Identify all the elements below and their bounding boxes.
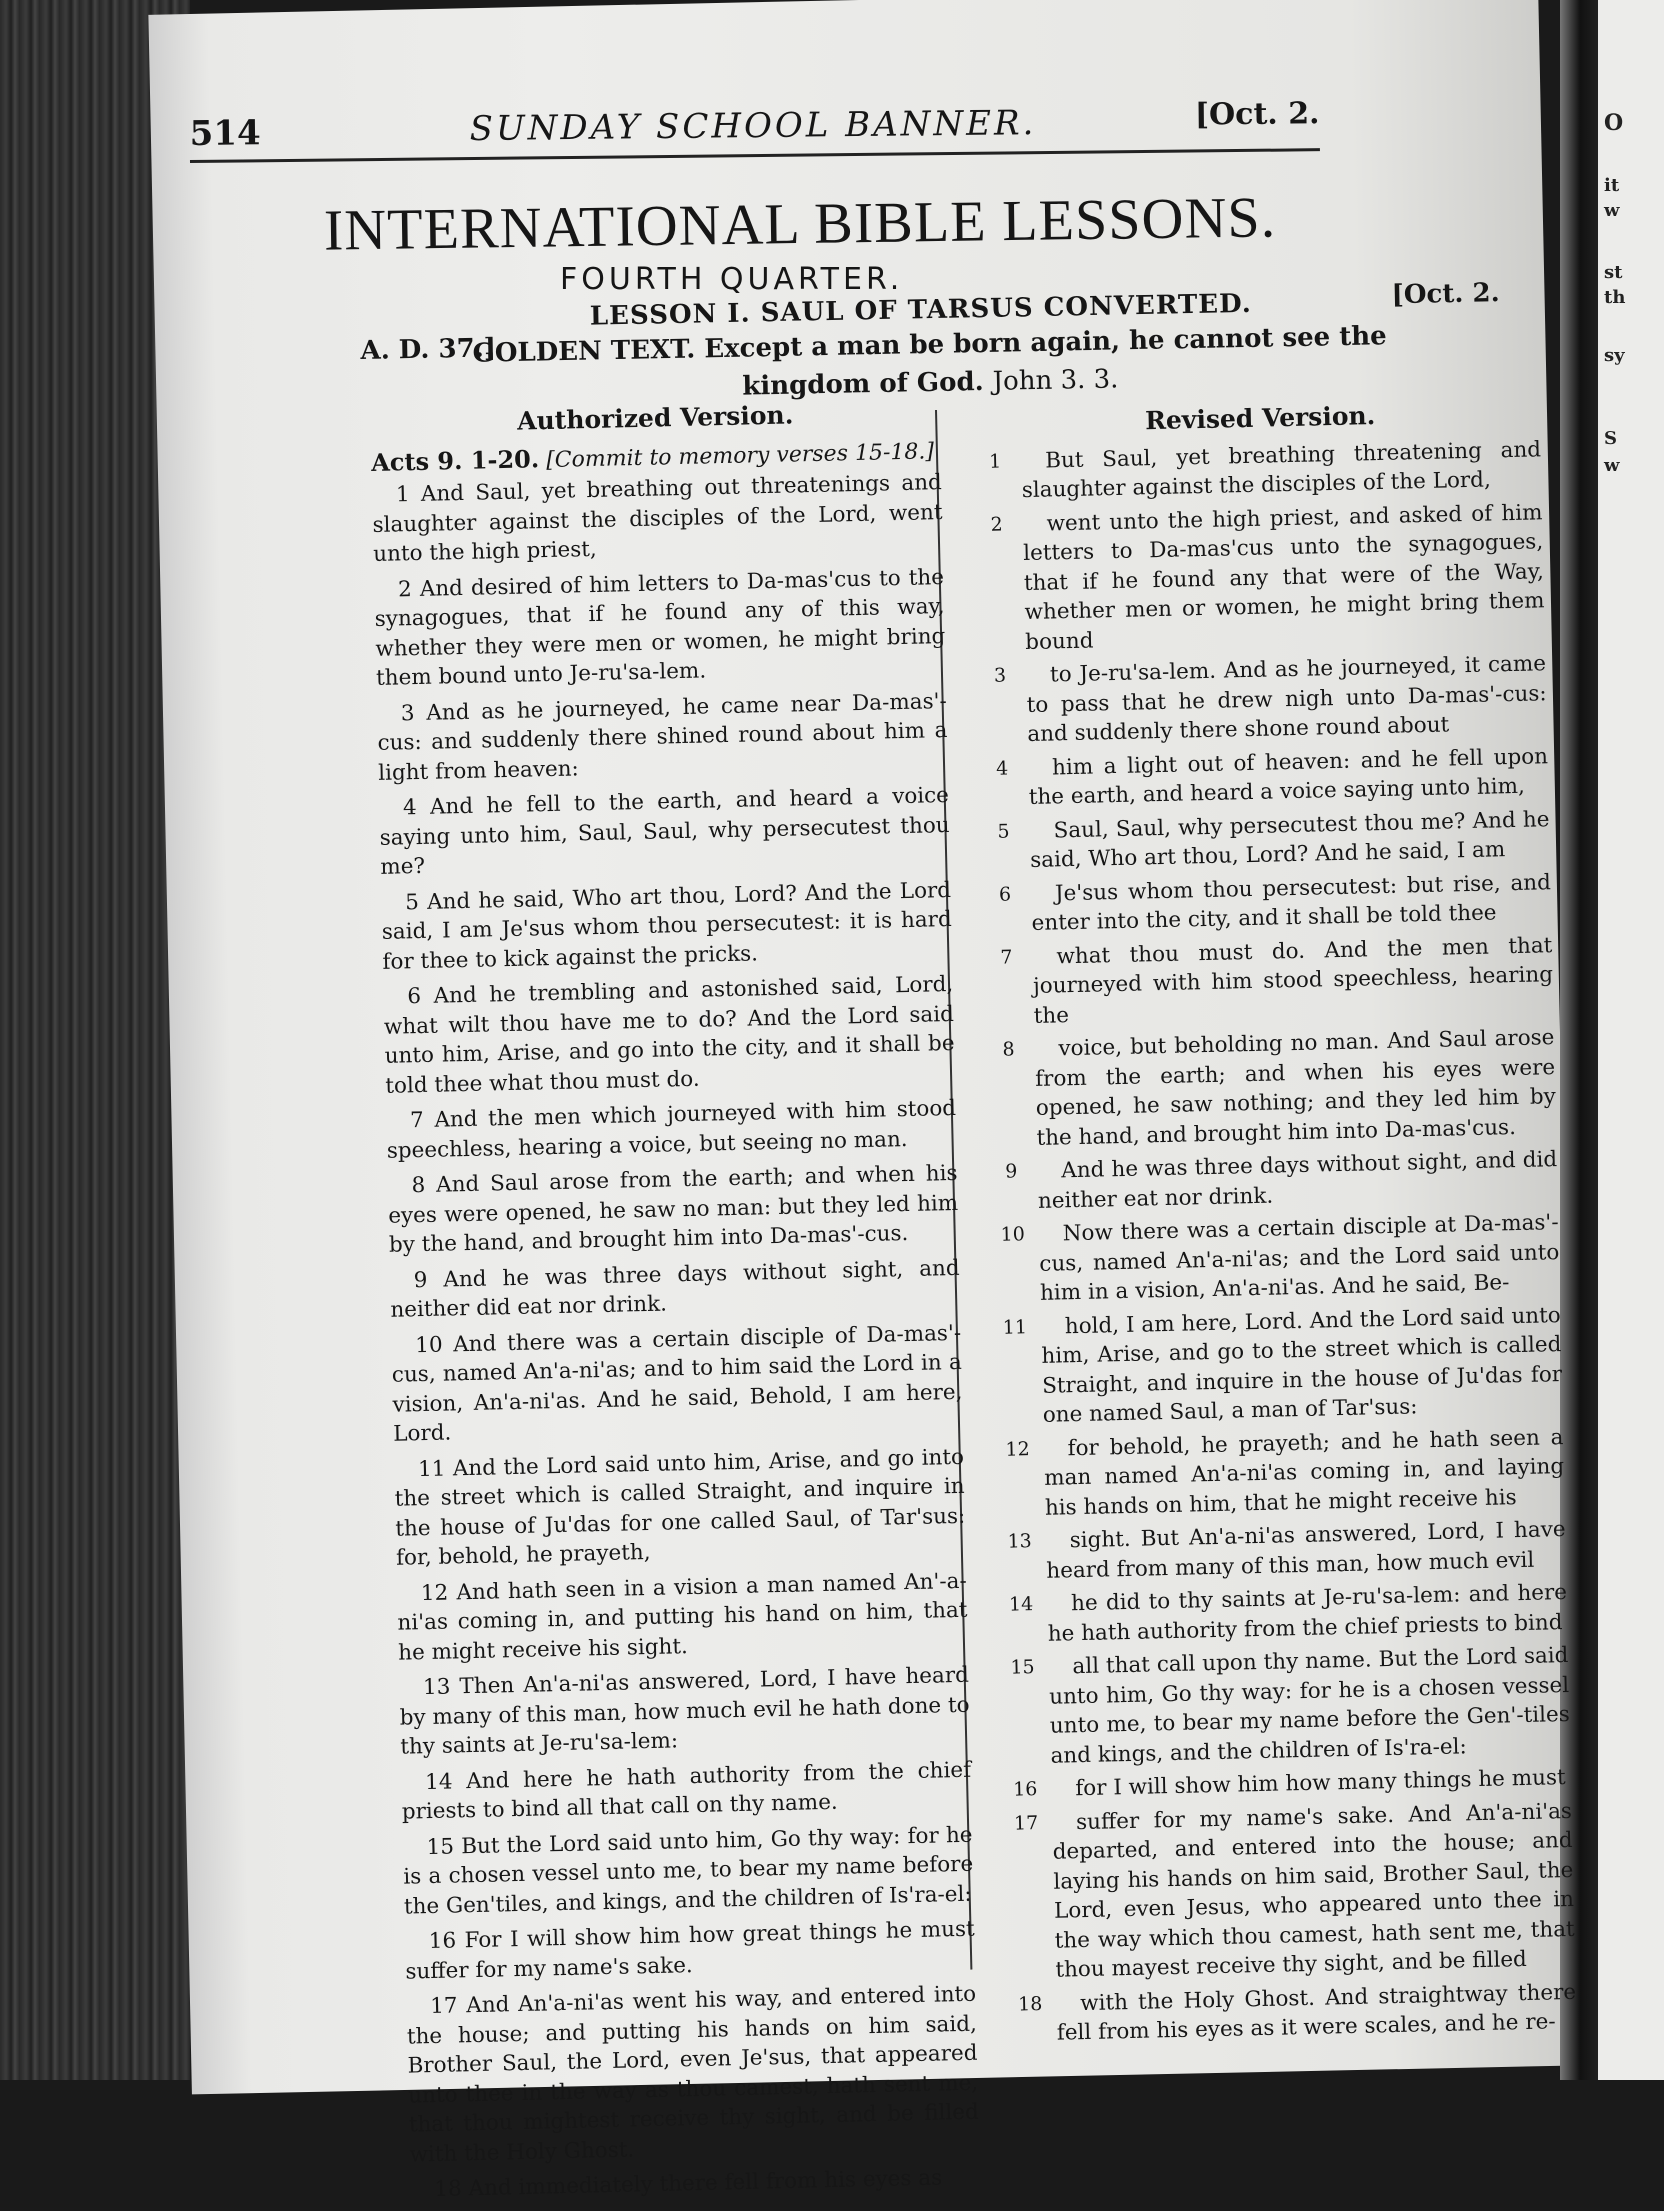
- verse-number: 11: [1002, 1315, 1028, 1339]
- verse-number: 17: [1013, 1811, 1039, 1835]
- verse: [989, 805, 1550, 877]
- verse-text: sight. But An'a-ni'as answered, Lord, I have heard from many of this man, how much evil: [1046, 1517, 1566, 1584]
- verse-number: 10: [1000, 1223, 1026, 1246]
- verse: 16 For I will show him how great things he must suffer for my name's sake.: [405, 1916, 975, 1985]
- column-heading: Authorized Version.: [516, 400, 794, 436]
- verse-number: 3: [993, 664, 1007, 687]
- verse-number: 1: [988, 450, 1002, 473]
- verse-number: 9: [1004, 1160, 1018, 1183]
- verse-text: for behold, he prayeth; and he hath seen a man named An'a-ni'as coming in, and laying his hands on him, that he might receive his: [1043, 1424, 1565, 1521]
- verse-number: 18: [1017, 1992, 1043, 2016]
- next-page-fragment: it: [1604, 175, 1620, 196]
- verse: [1008, 1641, 1571, 1772]
- verse: 4 And he fell to the earth, and heard a voice saying unto him, Saul, Saul, why persecutest thou me?: [379, 782, 950, 880]
- verse: 11 And the Lord said unto him, Arise, and go into the street which is called Straight, and inquire in the house of Ju'das for one called Saul, of Tar'sus: for, behold, he prayeth,: [394, 1444, 966, 1571]
- verse: 14 And here he hath authority from the chief priests to bind all that call on thy name.: [401, 1757, 972, 1825]
- verse: 2 And desired of him letters to Da-mas'cus to the synagogues, that if he found any of this way, whether they were men or women, he might bring them bound unto Je-ru'sa-lem.: [374, 564, 946, 691]
- verse-text: voice, but beholding no man. And Saul arose from the earth; and when his eyes were opened, he saw nothing; and they led him by the hand, and brought him into Da-mas'cus.: [1034, 1025, 1557, 1151]
- verse: 10 And there was a certain disciple of Da-mas'-cus, named An'a-ni'as; and to him said the Lord in a vision, An'a-ni'as. And he said, Behold, I am here, Lord.: [391, 1320, 963, 1447]
- next-page-fragment: w: [1604, 455, 1620, 476]
- lesson-date: [Oct. 2.: [1391, 278, 1500, 311]
- verse-number: 4: [995, 756, 1009, 780]
- verse: [998, 1208, 1560, 1309]
- header-date: [Oct. 2.: [1194, 96, 1320, 133]
- revised-version-column: [980, 397, 1577, 2053]
- verse-number: 14: [1008, 1593, 1034, 1616]
- verse-text: But Saul, yet breathing threatening and slaughter against the disciples of the Lord,: [1021, 436, 1542, 504]
- verse-text: to Je-ru'sa-lem. And as he journeyed, it came to pass that he drew nigh unto Da-mas'-cus: and suddenly there shone round about: [1026, 651, 1547, 748]
- lesson-year: A. D. 37.]: [360, 333, 497, 366]
- verse: [988, 742, 1549, 814]
- verse-text: suffer for my name's sake. And An'a-ni'as departed, and entered into the house; and laying his hands on him said, Brother Saul, the Lord, even Jesus, who appeared unto thee in the way which thou camest, hath sent me, that thou mayest receive thy sight, and be filled: [1052, 1798, 1575, 1983]
- verse-number: 12: [1005, 1437, 1030, 1461]
- verse: [986, 649, 1548, 750]
- verse-text: him a light out of heaven: and he fell upon the earth, and heard a voice saying unto him,: [1028, 743, 1549, 810]
- passage-reference: Acts 9. 1-20.: [370, 443, 540, 477]
- verse: [981, 435, 1542, 507]
- verse: [1005, 1515, 1566, 1587]
- verse-number: 2: [990, 513, 1003, 536]
- verse-text: Saul, Saul, why persecutest thou me? And he said, Who art thou, Lord? And he said, I am: [1029, 806, 1550, 873]
- verse-number: 5: [997, 819, 1010, 843]
- verse-number: 6: [998, 882, 1012, 906]
- verse-number: 13: [1007, 1530, 1033, 1553]
- golden-text-reference: John 3. 3.: [992, 364, 1119, 397]
- verse: 9 And he was three days without sight, and neither did eat nor drink.: [390, 1255, 960, 1323]
- next-page-fragment: w: [1604, 200, 1620, 221]
- verse-text: hold, I am here, Lord. And the Lord said unto him, Arise, and go to the street which is called Straight, and inquire in the house of Ju'das for one named Saul, a man of Tar'sus:: [1041, 1302, 1563, 1428]
- verse: 3 And as he journeyed, he came near Da-mas'-cus: and suddenly there shined round about him a light from heaven:: [377, 688, 948, 786]
- golden-text-body: GOLDEN TEXT. Except a man be born again, he cannot see the kingdom of God.: [472, 321, 1387, 402]
- verse: 5 And he said, Who art thou, Lord? And the Lord said, I am Je'sus whom thou persecutest: it is hard for thee to kick against the pricks.: [381, 877, 952, 975]
- next-page-fragment: st: [1604, 262, 1623, 283]
- verse: 1 And Saul, yet breathing out threatenings and slaughter against the disciples of the Lord, went unto the high priest,: [372, 470, 943, 567]
- verse: 17 And An'a-ni'as went his way, and entered into the house; and putting his hands on him said, Brother Saul, the Lord, even Je'sus, that appeared unto thee in the way as thou camest, hath sent me, that thou mightest receive thy sight, and be filled with the Holy Ghost.: [406, 1981, 980, 2168]
- column-heading: Revised Version.: [1144, 401, 1376, 436]
- publication-title: SUNDAY SCHOOL BANNER.: [469, 103, 1037, 150]
- verse-text: Je'sus whom thou persecutest: but rise, and enter into the city, and it shall be told thee: [1031, 869, 1552, 936]
- verse: [1003, 1423, 1565, 1524]
- verse: 8 And Saul arose from the earth; and when his eyes were opened, he saw no man: but they led him by the hand, and brought him into Da-mas'-cus.: [388, 1160, 959, 1258]
- quarter-subtitle: FOURTH QUARTER.: [560, 262, 904, 297]
- verse: [1016, 1977, 1577, 2049]
- authorized-version-column: [370, 397, 981, 2211]
- page-title: INTERNATIONAL BIBLE LESSONS.: [323, 184, 1277, 263]
- verse-number: 15: [1010, 1656, 1035, 1679]
- verse: 18 And immediately there fell from his eyes as: [434, 2165, 943, 2202]
- verse-list: [372, 468, 981, 2205]
- verse-list: [981, 435, 1577, 2049]
- verse-number: 16: [1012, 1778, 1038, 1801]
- next-page-fragment: O: [1604, 110, 1624, 136]
- verse-text: Now there was a certain disciple at Da-mas'-cus, named An'a-ni'as; and the Lord said unto him in a vision, An'a-ni'as. And he said, Be-: [1039, 1210, 1560, 1306]
- verse: [992, 931, 1554, 1032]
- verse-text: with the Holy Ghost. And straightway there fell from his eyes as it were scales, and he re-: [1056, 1979, 1577, 2046]
- verse: 15 But the Lord said unto him, Go thy way: for he is a chosen vessel unto me, to bear my name before the Gen'tiles, and kings, and the children of Is'ra-el:: [403, 1822, 974, 1920]
- verse-text: what thou must do. And the men that journeyed with him stood speechless, hearing the: [1032, 932, 1554, 1029]
- verse: 6 And he trembling and astonished said, Lord, what wilt thou have me to do? And the Lord said unto him, Arise, and go into the city, and it shall be told thee what thou must do.: [383, 971, 955, 1099]
- verse-text: went unto the high priest, and asked of him letters to Da-mas'cus unto the synagogues, that if he found any that were of the Way, whether men or women, he might bring them bound: [1022, 499, 1545, 655]
- verse-number: 8: [1002, 1038, 1015, 1061]
- verse-number: 7: [1000, 945, 1013, 969]
- verse: [982, 498, 1545, 658]
- verse: 7 And the men which journeyed with him stood speechless, hearing a voice, but seeing no man.: [386, 1095, 957, 1164]
- verse-text: for I will show him how many things he must: [1075, 1765, 1566, 1802]
- next-page-fragment: th: [1604, 287, 1626, 308]
- verse: [991, 868, 1552, 940]
- verse: 13 Then An'a-ni'as answered, Lord, I have heard by many of this man, how much evil he hath done to thy saints at Je-ru'sa-lem:: [399, 1662, 970, 1760]
- verse: [1007, 1578, 1568, 1650]
- verse: [997, 1145, 1558, 1217]
- verse: [994, 1023, 1557, 1154]
- next-page-fragment: S: [1604, 428, 1617, 449]
- lesson-title: LESSON I. SAUL OF TARSUS CONVERTED.: [589, 288, 1253, 332]
- verse: 12 And hath seen in a vision a man named An'-a-ni'as coming in, and putting his hand on him, that he might receive his sight.: [397, 1568, 968, 1666]
- verse-text: he did to thy saints at Je-ru'sa-lem: and here he hath authority from the chief priests to bind: [1047, 1579, 1568, 1647]
- memory-note: [Commit to memory verses 15-18.]: [545, 438, 935, 473]
- next-page-edge: [1598, 0, 1664, 2080]
- verse: [1000, 1301, 1563, 1432]
- next-page-fragment: sy: [1604, 345, 1625, 366]
- page-number: 514: [189, 113, 261, 155]
- verse-text: all that call upon thy name. But the Lord said unto him, Go thy way: for he is a chosen vessel unto me, to bear my name before the Gen'-tiles and kings, and the children of Is'ra-el:: [1048, 1642, 1571, 1769]
- verse: [1012, 1796, 1576, 1986]
- verse-text: And he was three days without sight, and did neither eat nor drink.: [1037, 1147, 1558, 1214]
